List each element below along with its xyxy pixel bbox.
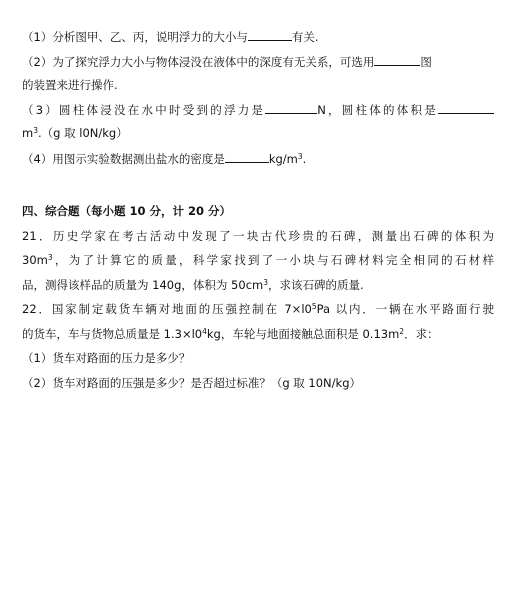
q3-unit-sup: 3 bbox=[33, 126, 38, 135]
q21-line2 bbox=[22, 252, 494, 268]
q21-sample: 品，测得该样品的质量为 140g，体积为 50cm bbox=[22, 278, 264, 292]
q21-line1 bbox=[22, 228, 494, 244]
q1-line bbox=[22, 28, 494, 44]
q3-note: .（g 取 l0N/kg） bbox=[37, 126, 128, 140]
q22-ask: ．求： bbox=[404, 327, 439, 341]
section-heading: 四、综合题（每小题 10 分，计 20 分） bbox=[22, 204, 232, 218]
q22-line2 bbox=[22, 326, 494, 342]
q22-sub1: （1）货车对路面的压力是多少？ bbox=[22, 351, 191, 365]
q1-text: （1）分析图甲、乙、丙，说明浮力的大小与 bbox=[22, 30, 248, 44]
q4-answer-blank[interactable] bbox=[225, 150, 269, 163]
q4-text: （4）用图示实验数据测出盐水的密度是 bbox=[22, 152, 225, 166]
q4-unit-end: . bbox=[302, 152, 307, 166]
q21-sample-sup: 3 bbox=[263, 278, 268, 287]
q21-volume: 30m bbox=[22, 253, 48, 267]
q22-exp2: 4 bbox=[202, 327, 207, 336]
q1-answer-blank[interactable] bbox=[248, 28, 292, 41]
q21-ask: ，求该石碑的质量. bbox=[268, 278, 364, 292]
q2-text-cont: 的装置来进行操作. bbox=[22, 78, 118, 92]
q3-volume-blank[interactable] bbox=[438, 101, 494, 114]
q2-after: 图 bbox=[420, 55, 432, 69]
q21-text: 21．历史学家在考古活动中发现了一块古代珍贵的石碑，测量出石碑的体积为 bbox=[22, 229, 494, 243]
q21-text-cont: ，为了计算它的质量，科学家找到了一小块与石碑材料完全相同的石材样 bbox=[52, 253, 494, 267]
q2-answer-blank[interactable] bbox=[374, 53, 420, 66]
q22-text-b: Pa 以内．一辆在水平路面行驶 bbox=[316, 302, 494, 316]
q22-text-a: 22．国家制定载货车辆对地面的压强控制在 7×l0 bbox=[22, 302, 312, 316]
q3-line2 bbox=[22, 125, 494, 141]
q3-text-b: N，圆柱体的体积是 bbox=[317, 103, 438, 117]
q4-unit-sup: 3 bbox=[297, 152, 303, 161]
q21-line3 bbox=[22, 277, 494, 293]
q2-text: （2）为了探究浮力大小与物体浸没在液体中的深度有无关系，可选用 bbox=[22, 55, 375, 69]
q3-text-a: （3）圆柱体浸没在水中时受到的浮力是 bbox=[22, 103, 266, 117]
q22-area: kg，车轮与地面接触总面积是 0.13m bbox=[206, 327, 400, 341]
q2-line2 bbox=[22, 77, 494, 93]
q2-line1 bbox=[22, 53, 494, 69]
q3-force-blank[interactable] bbox=[265, 101, 317, 114]
q22-sub2: （2）货车对路面的压强是多少？是否超过标准？（g 取 10N/kg） bbox=[22, 376, 361, 390]
q4-unit: kg/m bbox=[268, 152, 298, 166]
q1-after: 有关. bbox=[291, 30, 319, 44]
q4-line bbox=[22, 150, 494, 166]
q22-mass: 的货车，车与货物总质量是 1.3×l0 bbox=[22, 327, 203, 341]
q22-line1 bbox=[22, 301, 494, 317]
q22-exp3: 2 bbox=[399, 327, 405, 336]
q21-volume-sup: 3 bbox=[47, 253, 53, 262]
q3-unit: m bbox=[22, 126, 34, 140]
q3-line1 bbox=[22, 101, 494, 117]
q22-exp1: 5 bbox=[311, 302, 317, 311]
